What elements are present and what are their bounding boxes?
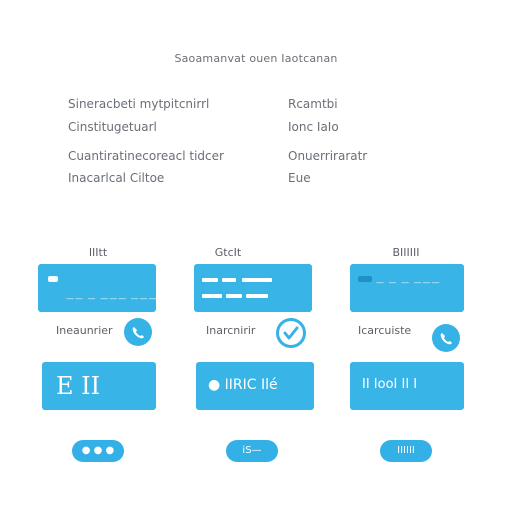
plan-1-label: IIItt (88, 246, 108, 259)
plan-1-panel-text: E II (56, 372, 101, 400)
plan-2-label: GtcIt (214, 246, 242, 259)
plan-1-button[interactable]: ● ● ● (72, 440, 124, 462)
info-row-4-label: Inacarlcal Ciltoe (68, 171, 165, 185)
plan-1-panel[interactable] (42, 362, 156, 410)
plan-2-button[interactable]: iS— (226, 440, 278, 462)
plan-2-panel-text: ● IIRIC Ilé (208, 377, 278, 393)
plan-3-card-number: — — — ——— (376, 278, 441, 287)
plan-3-button[interactable]: IIIIII (380, 440, 432, 462)
plan-1-card[interactable] (38, 264, 156, 312)
info-row-2-value: Ionc IaIo (288, 120, 339, 134)
card-bar (246, 294, 268, 298)
card-bar (202, 278, 218, 282)
card-bar (202, 294, 222, 298)
info-row-1-label: Sineracbeti mytpitcnirrl (68, 97, 210, 111)
plan-2-option-label: Inarcnirir (206, 324, 256, 337)
card-chip-icon (48, 276, 58, 282)
info-row-1-value: Rcamtbi (288, 97, 338, 111)
phone-icon[interactable] (124, 318, 152, 346)
page-title: Saoamanvat ouen Iaotcanan (174, 52, 338, 65)
card-bar (242, 278, 272, 282)
card-chip-icon (358, 276, 372, 282)
plan-3-label: BIIIIII (392, 246, 420, 259)
plan-1-option-label: Ineaunrier (56, 324, 113, 337)
plan-2-panel[interactable] (196, 362, 314, 410)
plan-1-card-number: —— — ——— ——— (66, 294, 158, 303)
info-row-3-value: Onuerriraratr (288, 149, 368, 163)
card-bar (226, 294, 242, 298)
info-row-2-label: Cinstitugetuarl (68, 120, 157, 134)
plan-2-card[interactable] (194, 264, 312, 312)
plan-3-card[interactable] (350, 264, 464, 312)
plan-3-panel[interactable] (350, 362, 464, 410)
check-icon[interactable] (276, 318, 306, 348)
info-row-3-label: Cuantiratinecoreacl tidcer (68, 149, 224, 163)
plan-3-option-label: Icarcuiste (358, 324, 412, 337)
card-bar (222, 278, 236, 282)
info-row-4-value: Eue (288, 171, 311, 185)
plan-3-panel-text: II IooI II I (362, 377, 418, 392)
phone-icon[interactable] (432, 324, 460, 352)
